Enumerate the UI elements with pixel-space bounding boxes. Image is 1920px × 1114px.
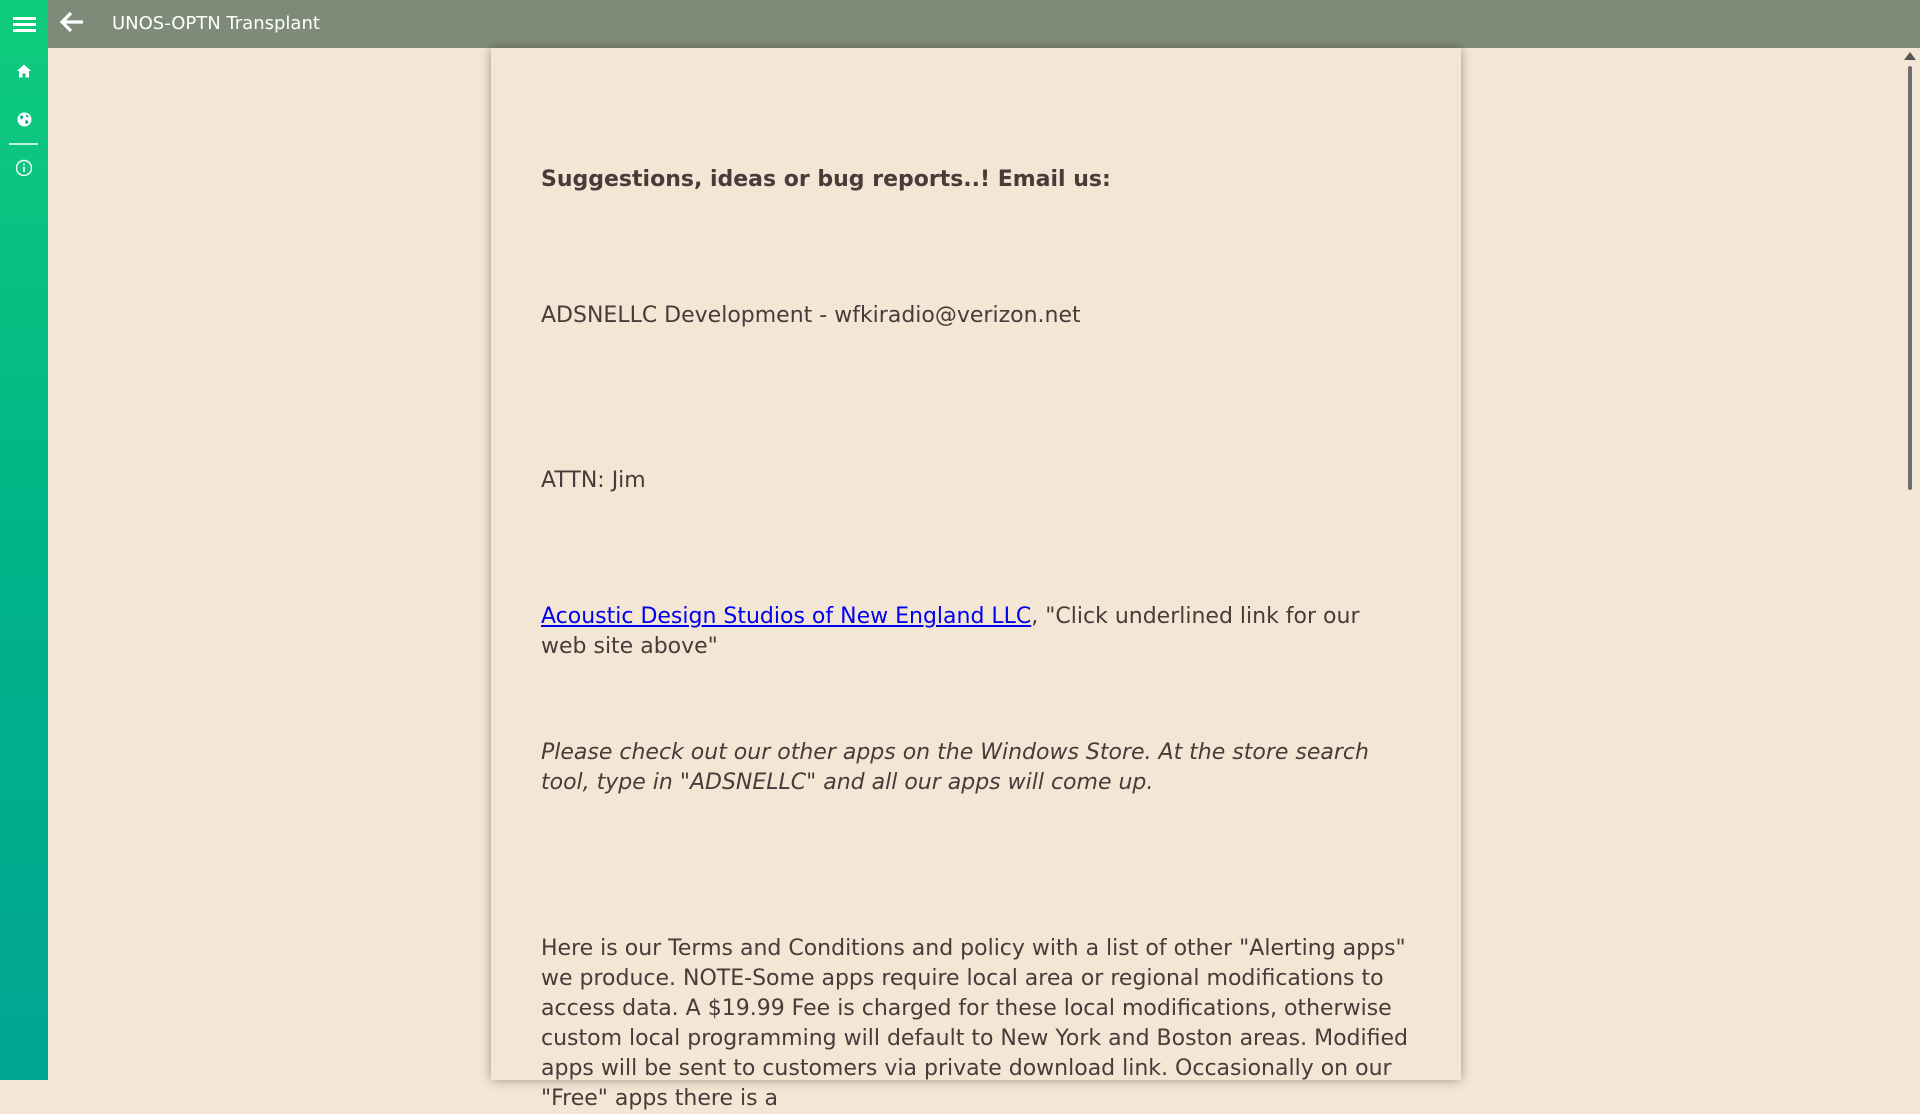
info-icon: [15, 159, 33, 177]
website-paragraph: [541, 602, 1411, 662]
website-link[interactable]: Acoustic Design Studios of New England LLC: [541, 604, 1032, 629]
hamburger-menu-icon: [13, 17, 36, 20]
feedback-heading: Suggestions, ideas or bug reports..! Email us:: [541, 167, 1111, 192]
nav-info-button[interactable]: [0, 144, 48, 192]
home-icon: [16, 63, 32, 79]
attn-line: ATTN: Jim: [541, 468, 646, 493]
terms-paragraph: Here is our Terms and Conditions and policy with a list of other "Alerting apps" we produce. NOTE-Some apps require local area or regional modifications to access data. A $19.99 Fee is charged for these local modifications, otherwise custom local programming will default to New York and Boston areas. Modified apps will be sent to customers via private download link. Occasionally on our "Free" apps there is a: [541, 936, 1408, 1111]
contact-line: ADSNELLC Development - wfkiradio@verizon.net: [541, 303, 1081, 328]
nav-home-button[interactable]: [0, 47, 48, 95]
vertical-scrollbar[interactable]: [1900, 48, 1920, 1080]
app-title: UNOS-OPTN Transplant: [112, 13, 320, 34]
hamburger-line: [13, 23, 36, 26]
scrollbar-thumb[interactable]: [1908, 66, 1912, 490]
website-link-note: , "Click underlined link for our web site above": [541, 604, 1360, 659]
back-button[interactable]: [58, 9, 86, 37]
back-arrow-icon: [58, 9, 86, 37]
content-panel: [491, 48, 1461, 1111]
nav-globe-button[interactable]: [0, 95, 48, 143]
store-note: Please check out our other apps on the Windows Store. At the store search tool, type in "ADSNELLC" and all our apps will come up.: [541, 740, 1369, 795]
hamburger-line: [13, 29, 36, 32]
title-bar: [0, 0, 1920, 48]
nav-rail: [0, 0, 48, 1080]
globe-icon: [16, 111, 33, 128]
scroll-up-arrow-icon[interactable]: [1904, 52, 1916, 60]
hamburger-menu-button[interactable]: [0, 0, 48, 48]
